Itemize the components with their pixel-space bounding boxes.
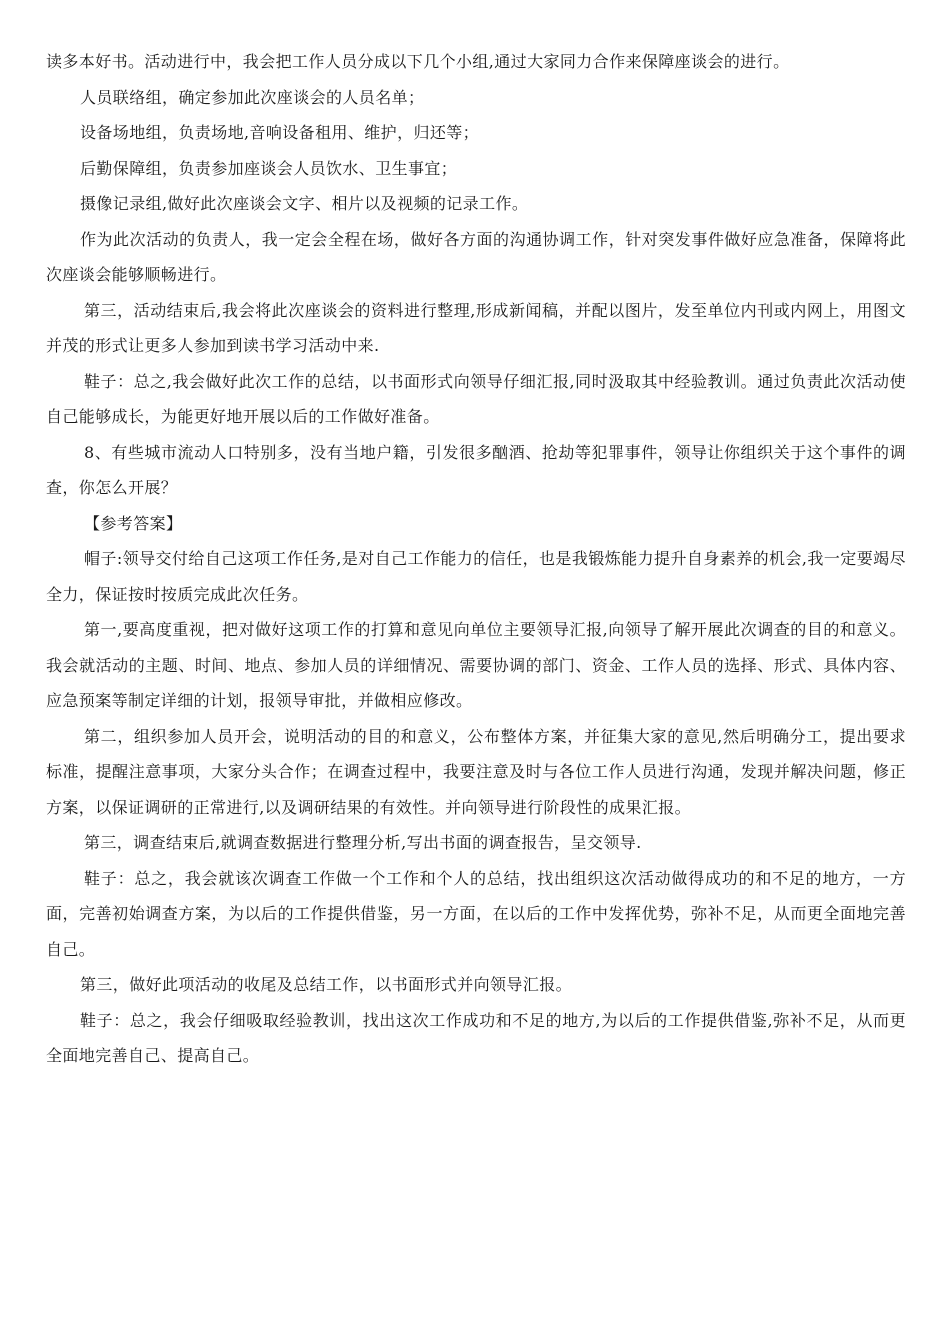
reference-answer-heading: 【参考答案】 [84,513,183,533]
paragraph-logistics-group: 后勤保障组，负责参加座谈会人员饮水、卫生事宜； [80,158,458,178]
paragraph-recording-group: 摄像记录组,做好此次座谈会文字、相片以及视频的记录工作。 [80,194,529,213]
paragraph-second-step: 第二，组织参加人员开会，说明活动的目的和意义，公布整体方案，并征集大家的意见,然后明确分工，提出要求标准，提醒注意事项，大家分头合作；在调查过程中，我要注意及时与各位工作人员进行沟通，发现并解决问题，修正方案，以保证调研的正常进行,以及调研结果的有效性。并向领导进行阶段性的成果汇报。 [46,726,906,817]
paragraph-first-step: 第一,要高度重视，把对做好这项工作的打算和意见向单位主要领导汇报,向领导了解开展此次调查的目的和意义。我会就活动的主题、时间、地点、参加人员的详细情况、需要协调的部门、资金、工作人员的选择、形式、具体内容、应急预案等制定详细的计划，报领导审批，并做相应修改。 [46,620,906,710]
paragraph-continuation: 读多本好书。活动进行中，我会把工作人员分成以下几个小组,通过大家同力合作来保障座谈会的进行。 [46,52,790,71]
question-8: 8、有些城市流动人口特别多，没有当地户籍，引发很多酗酒、抢劫等犯罪事件，领导让你组织关于这个事件的调查，你怎么开展？ [46,442,906,497]
paragraph-third-step: 第三，活动结束后,我会将此次座谈会的资料进行整理,形成新闻稿，并配以图片，发至单位内刊或内网上，用图文并茂的形式让更多人参加到读书学习活动中来. [46,300,906,355]
paragraph-shoe-summary: 鞋子：总之，我会就该次调查工作做一个工作和个人的总结，找出组织这次活动做得成功的和不足的地方，一方面，完善初始调查方案，为以后的工作提供借鉴，另一方面，在以后的工作中发挥优势，弥补不足，从而更全面地完善自己。 [46,868,906,959]
paragraph-final-summary: 鞋子：总之，我会仔细吸取经验教训，找出这次工作成功和不足的地方,为以后的工作提供借鉴,弥补不足，从而更全面地完善自己、提高自己。 [46,1010,906,1065]
paragraph-equipment-group: 设备场地组，负责场地,音响设备租用、维护，归还等； [80,123,480,142]
paragraph-coordinator: 作为此次活动的负责人，我一定会全程在场，做好各方面的沟通协调工作，针对突发事件做好应急准备，保障将此次座谈会能够顺畅进行。 [46,229,906,284]
paragraph-third-step-wrapup: 第三，做好此项活动的收尾及总结工作，以书面形式并向领导汇报。 [80,975,573,994]
paragraph-hat-opening: 帽子:领导交付给自己这项工作任务,是对自己工作能力的信任，也是我锻炼能力提升自身素养的机会,我一定要竭尽全力，保证按时按质完成此次任务。 [46,549,906,604]
paragraph-contact-group: 人员联络组，确定参加此次座谈会的人员名单； [80,87,425,107]
document-body [46,44,906,1074]
paragraph-summary: 鞋子：总之,我会做好此次工作的总结，以书面形式向领导仔细汇报,同时汲取其中经验教训。通过负责此次活动使自己能够成长，为能更好地开展以后的工作做好准备。 [46,371,906,426]
paragraph-third-step-survey: 第三，调查结束后,就调查数据进行整理分析,写出书面的调查报告，呈交领导. [84,833,642,852]
